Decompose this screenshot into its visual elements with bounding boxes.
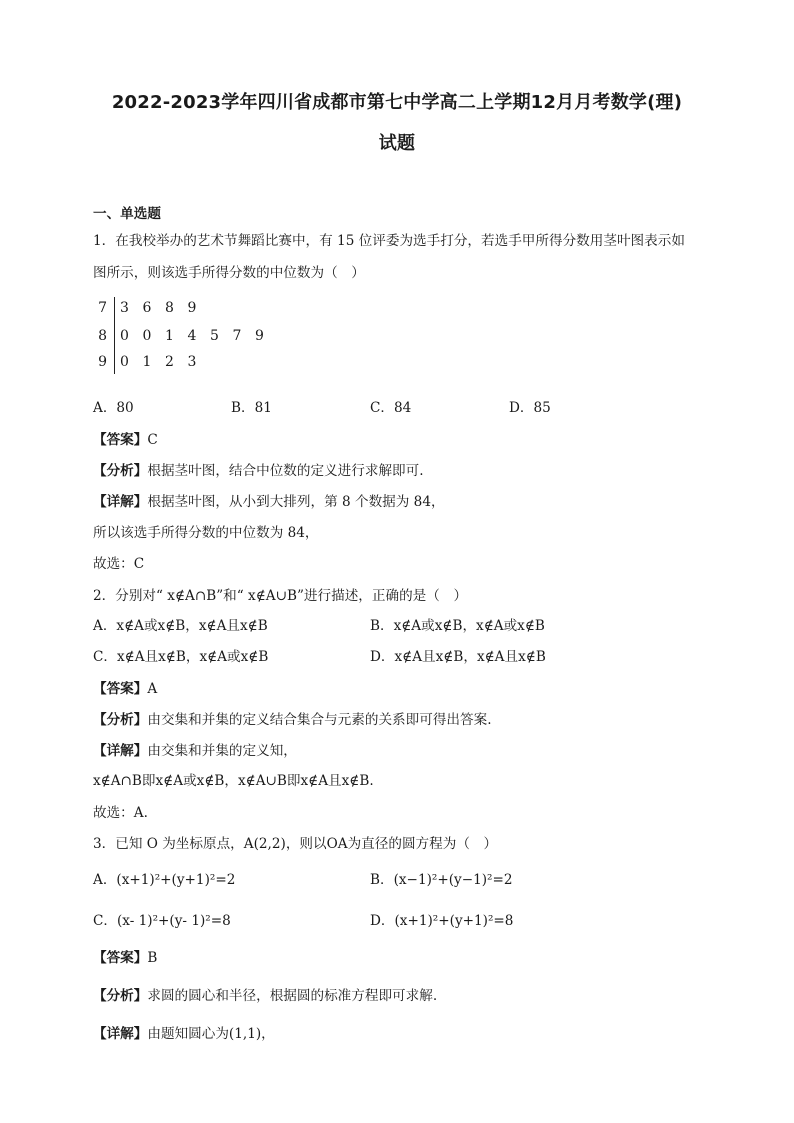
q3-option-b: B．(x−1)²+(y−1)²=2 [370, 872, 513, 888]
q1-text: 1．在我校举办的艺术节舞蹈比赛中，有 15 位评委为选手打分，若选手甲所得分数用茎叶图表示如 [93, 233, 685, 249]
detail-text: 根据茎叶图，从小到大排列，第 8 个数据为 84， [147, 494, 445, 510]
analysis-text: 求圆的圆心和半径，根据圆的标准方程即可求解. [147, 988, 438, 1004]
leaf-row [120, 354, 210, 370]
answer-tag: 【答案】 [93, 950, 148, 966]
analysis-tag: 【分析】 [93, 463, 148, 479]
q3-analysis [93, 984, 437, 1004]
detail-text: 由题知圆心为(1,1)， [147, 1026, 275, 1042]
analysis-tag: 【分析】 [93, 988, 148, 1004]
leaf: 7 [232, 328, 242, 344]
detail-tag: 【详解】 [93, 494, 148, 510]
leaf: 5 [210, 328, 219, 344]
stem-label: 7 [98, 300, 107, 316]
leaf: 9 [255, 328, 264, 344]
analysis-tag: 【分析】 [93, 712, 148, 728]
leaf-row [120, 300, 210, 316]
leaf: 9 [187, 300, 197, 316]
answer-value: A [147, 681, 158, 697]
q2-option-c: C．x∉A且x∉B，x∉A或x∉B [93, 649, 269, 665]
detail-text: 由交集和并集的定义知， [147, 743, 297, 759]
answer-tag: 【答案】 [93, 681, 148, 697]
q1-option-b: B．81 [231, 400, 272, 416]
q1-option-d: D．85 [509, 400, 551, 416]
q2-option-b: B．x∉A或x∉B，x∉A或x∉B [370, 618, 545, 634]
leaf: 8 [165, 300, 174, 316]
q2-option-a: A．x∉A或x∉B，x∉A且x∉B [93, 618, 268, 634]
q2-detail [93, 739, 297, 759]
q3-text: 3．已知 O 为坐标原点，A(2,2)，则以OA为直径的圆方程为（ ） [93, 836, 498, 852]
stem-label: 9 [98, 354, 107, 370]
q3-option-c: C．(x- 1)²+(y- 1)²=8 [93, 913, 231, 929]
analysis-text: 由交集和并集的定义结合集合与元素的关系即可得出答案. [147, 712, 492, 728]
q3-answer [93, 946, 157, 966]
leaf-row [120, 328, 278, 344]
q1-conclusion: 故选：C [93, 556, 145, 572]
q2-detail-continued: x∉A∩B即x∉A或x∉B，x∉A∪B即x∉A且x∉B. [93, 773, 374, 789]
page-title-continued: 试题 [378, 133, 416, 154]
stem-leaf-divider [114, 297, 115, 374]
leaf: 3 [120, 300, 129, 316]
q3-option-d: D．(x+1)²+(y+1)²=8 [370, 913, 514, 929]
leaf: 0 [120, 328, 129, 344]
detail-tag: 【详解】 [93, 743, 148, 759]
section-heading: 一、单选题 [93, 206, 161, 222]
leaf: 1 [165, 328, 174, 344]
leaf: 0 [142, 328, 152, 344]
q1-option-a: A．80 [93, 400, 134, 416]
detail-tag: 【详解】 [93, 1026, 148, 1042]
page-title: 2022-2023学年四川省成都市第七中学高二上学期12月月考数学(理) [111, 92, 683, 113]
q2-analysis [93, 708, 492, 728]
stem-label: 8 [98, 328, 107, 344]
q1-analysis [93, 459, 424, 479]
q3-option-a: A．(x+1)²+(y+1)²=2 [93, 872, 236, 888]
q2-option-d: D．x∉A且x∉B，x∉A且x∉B [370, 649, 546, 665]
answer-value: B [147, 950, 158, 966]
leaf: 6 [142, 300, 152, 316]
q3-detail [93, 1022, 275, 1042]
answer-tag: 【答案】 [93, 432, 148, 448]
q2-answer [93, 677, 157, 697]
leaf: 2 [165, 354, 174, 370]
q1-detail [93, 490, 445, 510]
leaf: 4 [187, 328, 197, 344]
q1-text-continued: 图所示，则该选手所得分数的中位数为（ ） [93, 265, 365, 281]
leaf: 1 [142, 354, 152, 370]
leaf: 0 [120, 354, 129, 370]
answer-value: C [147, 432, 158, 448]
analysis-text: 根据茎叶图，结合中位数的定义进行求解即可. [147, 463, 424, 479]
q2-conclusion: 故选：A. [93, 805, 148, 821]
q1-option-c: C．84 [370, 400, 412, 416]
q1-detail-continued: 所以该选手所得分数的中位数为 84， [93, 525, 319, 541]
leaf: 3 [187, 354, 197, 370]
q1-answer [93, 428, 158, 448]
q2-text: 2．分别对“ x∉A∩B”和“ x∉A∪B”进行描述，正确的是（ ） [93, 588, 468, 604]
